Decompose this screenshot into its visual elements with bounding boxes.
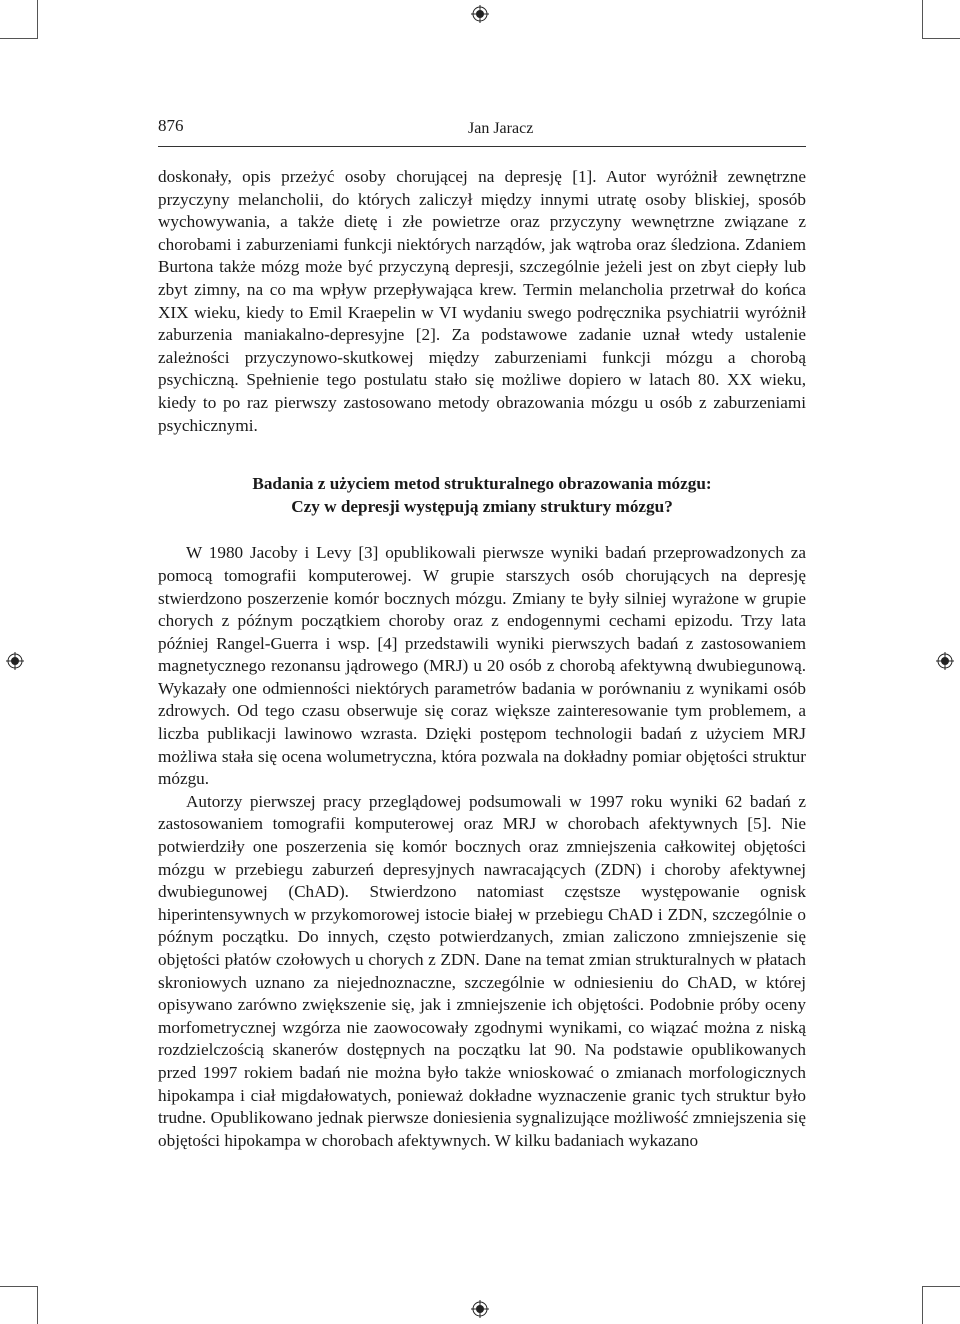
crop-mark-icon <box>37 0 38 38</box>
section-heading-line: Badania z użyciem metod strukturalnego obrazowania mózgu: <box>252 474 712 494</box>
crop-mark-icon <box>37 1286 38 1324</box>
running-head-author: Jan Jaracz <box>468 120 534 137</box>
crop-mark-icon <box>922 38 960 39</box>
registration-mark-icon <box>471 5 489 23</box>
crop-mark-icon <box>0 38 38 39</box>
registration-mark-icon <box>936 652 954 670</box>
crop-mark-icon <box>922 1286 923 1324</box>
body-paragraph: doskonały, opis przeżyć osoby chorującej na depresję [1]. Autor wyróżnił zewnętrzne przyczyny melancholii, do których zaliczył między innymi utratę osoby bliskiej, sposób wychowywania, a także dietę i złe powietrze oraz przyczyny wewnętrzne związane z chorobami i zaburzeniami funkcji niektórych narządów, jak wątroba oraz śledziona. Zdaniem Burtona także mózg może być przyczyną depresji, szczególnie jeżeli jest on zbyt ciepły lub zbyt zimny, na co ma wpływ przepływająca krew. Termin melancholia przetrwał do końca XIX wieku, kiedy to Emil Kraepelin w VI wydaniu swego podręcznika psychiatrii wyróżnił zaburzenia maniakalno-depresyjne [2]. Za podstawowe zadanie uznał wtedy ustalenie zależności przyczynowo-skutkowej między zaburzeniami funkcji mózgu a chorobą psychiczną. Spełnienie tego postulatu stało się możliwe dopiero w latach 80. XX wieku, kiedy to po raz pierwszy zastosowano metody obrazowania mózgu u osób z zaburzeniami psychicznymi. <box>158 167 806 435</box>
section-heading <box>158 473 806 518</box>
section-heading-line: Czy w depresji występują zmiany struktury mózgu? <box>291 496 673 516</box>
page-header <box>158 114 806 147</box>
body-paragraph: W 1980 Jacoby i Levy [3] opublikowali pierwsze wyniki badań przeprowadzonych za pomocą tomografii komputerowej. W grupie starszych osób chorujących na depresję stwierdzono poszerzenie komór bocznych mózgu. Zmiany te były silniej wyrażone w grupie chorych z późnym początkiem choroby oraz z endogennymi cechami epizodu. Trzy lata później Rangel-Guerra i wsp. [4] przedstawili wyniki pierwszych badań z zastosowaniem magnetycznego rezonansu jądrowego (MRJ) u 20 osób z chorobą afektywną dwubiegunową. Wykazały one odmienności niektórych parametrów badania w porównaniu z wynikami osób zdrowych. Od tego czasu obserwuje się coraz większe zainteresowanie tym problemem, a liczba publikacji lawinowo wzrasta. Dzięki postępom technologii badań z użyciem MRJ możliwa stała się ocena wolumetryczna, która pozwala na dokładny pomiar objętości struktur mózgu. <box>158 543 806 789</box>
crop-mark-icon <box>0 1286 38 1287</box>
body-paragraph: Autorzy pierwszej pracy przeglądowej podsumowali w 1997 roku wyniki 62 badań z zastosowaniem tomografii komputerowej oraz MRJ w chorobach afektywnych [5]. Nie potwierdziły one poszerzenia się komór bocznych oraz zmniejszenia całkowitej objętości mózgu w przebiegu zaburzeń depresyjnych nawracających (ZDN) i choroby afektywnej dwubiegunowej (ChAD). Stwierdzono natomiast częstsze występowanie ognisk hiperintensywnych w przykomorowej istocie białej w przebiegu ChAD i ZDN, szczególnie o późnym początku. Do innych, często potwierdzanych, zmian zaliczono zmniejszenie się objętości płatów czołowych u chorych z ZDN. Dane na temat zmian strukturalnych w płatach skroniowych uznano za niejednoznaczne, szczególnie w odniesieniu do ChAD, w której opisywano zarówno zwiększenie się, jak i zmniejszenie ich objętości. Podobnie próby oceny morfometrycznej wzgórza nie zaowocowały zgodnymi wynikami, co wiązać można z niską rozdzielczością skanerów dostępnych na początku lat 90. Na podstawie opublikowanych przed 1997 rokiem badań nie można było także wnioskować o zmianach morfologicznych hipokampa i ciał migdałowatych, ponieważ dokładne wyznaczenie granic tych struktur było trudne. Opublikowano jednak pierwsze doniesienia sygnalizujące możliwość zmniejszenia się objętości hipokampa w chorobach afektywnych. W kilku badaniach wykazano <box>158 791 806 1150</box>
crop-mark-icon <box>922 0 923 38</box>
crop-mark-icon <box>922 1286 960 1287</box>
page-body <box>158 166 806 1152</box>
registration-mark-icon <box>6 652 24 670</box>
registration-mark-icon <box>471 1300 489 1318</box>
page-number: 876 <box>158 116 184 135</box>
